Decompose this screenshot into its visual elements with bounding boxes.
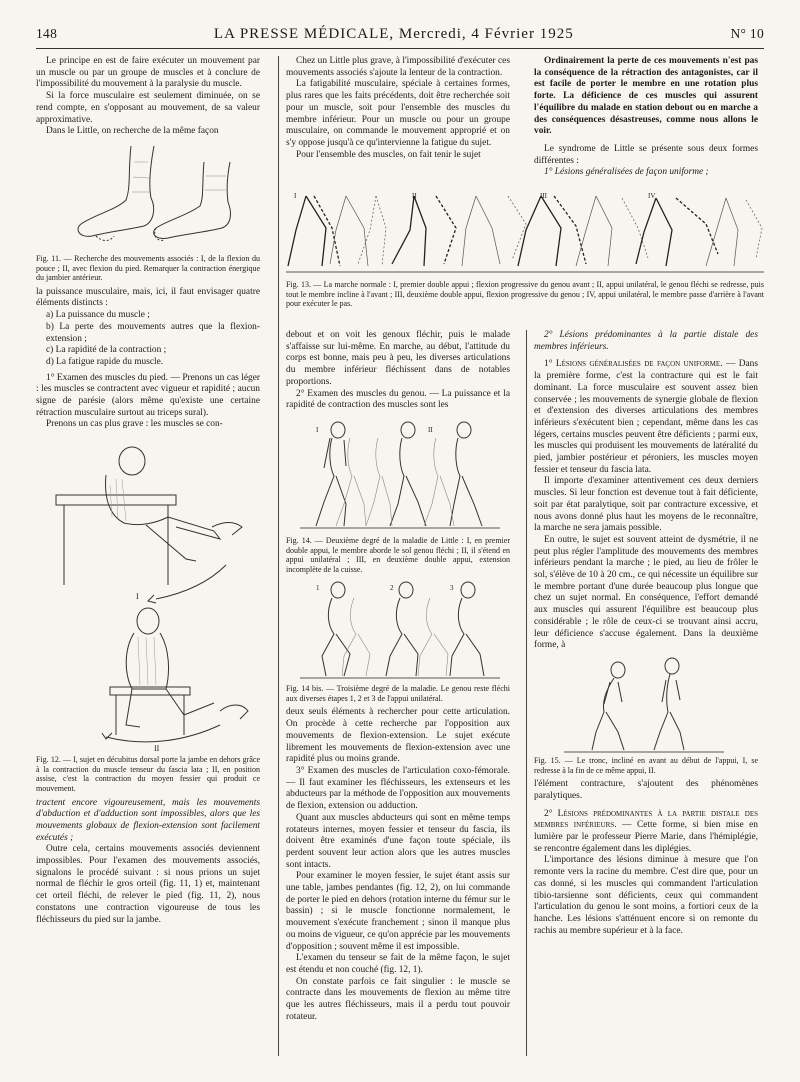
paragraph: La fatigabilité musculaire, spéciale à certaines formes, plus rares que les faits précédents, doit être recherchée soit pour un muscle, soit pour l'ensemble des muscles du membre inférieur. Pour un muscle ou pour un groupe musculaire, on commande le mouvement approprié et on s'y oppose jusqu'à ce qu'intervienne la fatigue du sujet. (286, 79, 510, 148)
paragraph: debout et on voit les genoux fléchir, puis le malade s'affaisse sur lui-même. En marche, au début, l'attitude du corps est bonne, mais peu à peu, les diverses articulations du membre inférieur fléchissent dans de notables proportions. (286, 330, 510, 387)
paragraph: tractent encore vigoureusement, mais les mouvements d'abduction et d'adduction sont impossibles, alors que les mouvements globaux de flexion-extension sont facilement exécutés ; (36, 797, 260, 843)
column-divider (526, 330, 527, 1056)
fig14-label-2: II (428, 425, 433, 434)
paragraph: 1° Lésions généralisées de façon uniforme ; (544, 167, 709, 178)
paragraph: Pour l'ensemble des muscles, on fait tenir le sujet (296, 149, 481, 160)
fig14bis-label-1: 1 (316, 584, 320, 593)
paragraph: Le syndrome de Little se présente sous deux formes différentes : (534, 143, 758, 166)
paragraph: deux seuls éléments à rechercher pour cette articulation. On procède à cette recherche par l'opposition aux mouvements de flexion-extension. Le sujet exécute librement les mouvements de flexion-extension avec une rapidité plus ou moins grande. (286, 707, 510, 765)
column-divider (278, 56, 279, 1056)
fig11-caption: Fig. 11. — Recherche des mouvements associés : I, de la flexion du pouce ; II, avec flexion du pied. Remarquer la contraction énergique du jambier antérieur. (36, 253, 260, 283)
paragraph: Le principe en est de faire exécuter un mouvement par un muscle ou par un groupe de muscles et à conclure de l'impossibilité du mouvement à la paralysie du muscle. (36, 56, 260, 90)
fig11-feet-illustration (36, 142, 260, 252)
fig14-label-1: I (316, 425, 319, 434)
paragraph: 3° Examen des muscles de l'articulation coxo-fémorale. — Il faut examiner les fléchisseurs, les extenseurs et les abducteurs par la méthode de l'opposition aux mouvements de flexion, extension ou adduction. (286, 766, 510, 812)
fig12-label-2: II (154, 744, 160, 754)
page-header (36, 26, 764, 48)
column-3 (534, 56, 758, 179)
issue-number: N° 10 (730, 26, 764, 41)
journal-title: LA PRESSE MÉDICALE, Mercredi, 4 Février 1925 (213, 26, 574, 42)
paragraph: L'importance des lésions diminue à mesure que l'on remonte vers la racine du membre. C'est dire que, pour un cas donné, si les muscles qui commandent l'articulation tibio-tarsienne sont déficients, ceux qui commandent l'articulation du genou le sont moins, a fortiori ceux de la hanche. Les lésions s'atténuent encore si on remonte du rachis au membre supérieur et à la face. (534, 855, 758, 936)
column-2 (286, 56, 510, 161)
paragraph: 2° Examen des muscles du genou. — La puissance et la rapidité de contraction des muscles sont les (286, 388, 510, 411)
fig12-caption: Fig. 12. — I, sujet en décubitus dorsal porte la jambe en dehors grâce à la contraction du muscle tenseur du fascia lata ; II, en position assise, c'est la contraction du moyen fessier qui produit ce mouvement. (36, 755, 260, 793)
paragraph: L'examen du tenseur se fait de la même façon, le sujet est étendu et non couché (fig. 12, 1). (286, 953, 510, 975)
fig14bis-label-2: 2 (390, 584, 394, 593)
paragraph: Il importe d'examiner attentivement ces deux derniers muscles. Si leur fonction est devenue tout à fait déficiente, soit par état paralytique, soit par contracture excessive, et nous avons donné plus haut les moyens de le reconnaître, la marche ne sera jamais possible. (534, 476, 758, 534)
column-2-lower (286, 330, 510, 1023)
paragraph: Outre cela, certains mouvements associés deviennent impossibles. Pour l'examen des mouvements associés, signalons le procédé suivant : si nous prions un sujet normal de fléchir le gros orteil (fig. 11, 1) et, maintenant cet orteil fléchi, de relever le pied (fig. 11, 2), nous constatons une contraction vigoureuse de tous les fléchisseurs du pied sur la jambe. (36, 844, 260, 925)
paragraph: On constate parfois ce fait singulier : le muscle se contracte dans les mouvements de flexion au même titre que les autres fléchisseurs, mais il a perdu tout pouvoir rotateur. (286, 976, 510, 1022)
fig13-label-1: I (294, 192, 297, 200)
fig12-examination-illustration (36, 435, 260, 753)
criteria-list (36, 310, 260, 369)
column-1 (36, 56, 260, 926)
paragraph: En outre, le sujet est souvent atteint de dysmétrie, il ne peut plus régler l'amplitude des mouvements des membres inférieurs pendant la marche ; le pied, au lieu de frôler le sol, s'élève de 10 à 20 cm., ce qui nécessite un équilibre sur le membre portant d'une durée beaucoup plus longue que chez un sujet normal. En conséquence, l'effort demandé aux muscles qui assurent l'équilibre est beaucoup plus considérable ; le rôle de ceux-ci se trouvant ainsi accru, leur déficience s'accuse également. Dans la deuxième forme, à (534, 534, 758, 651)
paragraph: Chez un Little plus grave, à l'impossibilité d'exécuter ces mouvements associés s'ajoute la lenteur de la contraction. (286, 56, 510, 78)
page-number: 148 (36, 26, 58, 41)
fig12-label-1: I (136, 592, 139, 602)
fig15-trunk-figures (534, 656, 758, 754)
section-heading: 2° Lésions prédominantes à la partie distale des membres inférieurs. (534, 808, 758, 831)
fig14bis-gait-figures (286, 578, 510, 682)
section-heading: 1° Lésions généralisées de façon uniforme. (544, 359, 723, 370)
header-rule (36, 48, 764, 49)
paragraph: Ordinairement la perte de ces mouvements n'est pas la conséquence de la rétraction des antagonistes, car il est facile de porter le membre en une rotation plus forte. La déficience de ces muscles qui assurent l'équilibre du malade en station debout ou en marche a des conséquences désastreuses, comme nous allons le voir. (534, 56, 758, 137)
fig15-caption: Fig. 15. — Le tronc, incliné en avant au début de l'appui, I, se redresse à la fin de ce même appui, II. (534, 755, 758, 775)
fig13-label-4: IV (648, 192, 656, 200)
paragraph: Quant aux muscles abducteurs qui sont en même temps rotateurs internes, moyen fessier et tenseur du fascia, ils doivent être examinés d'une façon toute spéciale, ils perdent souvent leur action alors que les autres muscles sont intacts. (286, 812, 510, 870)
fig14-gait-figures (286, 416, 510, 534)
list-item: c) La rapidité de la contraction ; (46, 345, 167, 356)
list-item: a) La puissance du muscle ; (46, 310, 150, 321)
fig14bis-label-3: 3 (450, 584, 454, 593)
fig14-caption: Fig. 14. — Deuxième degré de la maladie de Little : I, en premier double appui, le membre aborde le sol genou fléchi ; II, il s'étend en appui unilatéral ; III, en deuxième double appui, extension incomplète de la cuisse. (286, 535, 510, 574)
fig13-label-3: III (540, 192, 547, 200)
paragraph: Pour examiner le moyen fessier, le sujet étant assis sur une table, jambes pendantes (fig. 12, 2), on lui commande de porter le pied en dehors (rotation interne du fémur sur le bassin) ; si le muscle fonctionne normalement, le mouvement s'exécute franchement ; sinon il manque plus ou moins de vigueur, ce qu'on apprécie par les mouvements d'opposition ; souvent même il est impossible. (286, 871, 510, 952)
fig13-label-2: II (412, 192, 417, 200)
paragraph: Si la force musculaire est seulement diminuée, on se rend compte, en s'opposant au mouvement, de sa valeur approximative. (36, 91, 260, 125)
list-item: b) La perte des mouvements autres que la flexion-extension ; (46, 321, 260, 344)
paragraph: Dans le Little, on recherche de la même façon (46, 126, 219, 137)
paragraph: la puissance musculaire, mais, ici, il faut envisager quatre éléments distincts : (36, 286, 260, 309)
paragraph: Prenons un cas plus grave : les muscles se con- (46, 419, 223, 430)
issue-date: Mercredi, 4 Février 1925 (398, 26, 574, 42)
fig14bis-caption: Fig. 14 bis. — Troisième degré de la maladie. Le genou reste fléchi aux diverses étapes 1, 2 et 3 de l'appui unilatéral. (286, 684, 510, 703)
paragraph: 2° Lésions prédominantes à la partie distale des membres inférieurs. (534, 330, 758, 352)
fig13-gait-diagram (286, 188, 764, 278)
paragraph: 1° Examen des muscles du pied. — Prenons un cas léger : les muscles se contractent avec vigueur et rapidité ; aucun signe de parésie (alors même qu'existe une certaine rétraction musculaire surtout au triceps sural). (36, 372, 260, 418)
fig13-block (286, 188, 764, 313)
paragraph: l'élément contracture, s'ajoutent des phénomènes paralytiques. (534, 779, 758, 801)
paragraph: — Cette forme, si bien mise en lumière par le professeur Pierre Marie, dans l'hémiplégie, se rencontre également dans les diplégies. (534, 820, 758, 854)
column-3-lower (534, 330, 758, 937)
list-item: d) La fatigue rapide du muscle. (46, 356, 164, 367)
paragraph: — Dans la première forme, c'est la contracture qui est le fait dominant. La force musculaire est souvent assez bien conservée ; les mouvements de synergie globale de flexion et d'extension des diverses articulations des membres inférieurs s'exécutent bien ; cependant, même dans les cas légers, certains muscles peuvent être déficients ; parmi eux, les muscles qui produisent les mouvements de latéralité du pied, jambier postérieur et péroniers, les muscles moyen fessier et tenseur du fascia lata. (534, 359, 758, 475)
fig13-caption: Fig. 13. — La marche normale : I, premier double appui ; flexion progressive du genou avant ; II, appui unilatéral, le genou fléchi se redresse, puis tout le membre incline à l'avant ; III, deuxième double appui, flexion progressive du genou ; IV, appui unilatéral, le membre passe d'arrière à l'avant pour exécuter le pas. (286, 280, 764, 309)
